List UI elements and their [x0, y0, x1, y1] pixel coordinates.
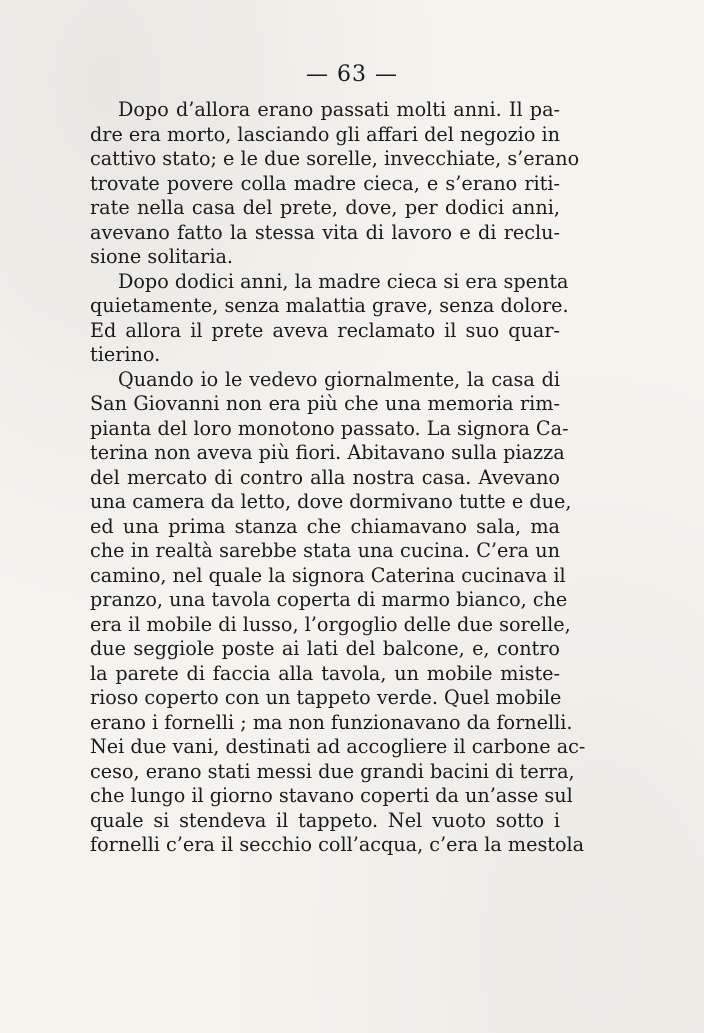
- text-line: Dopo dodici anni, la madre cieca si era spenta: [118, 269, 569, 293]
- text-line: Nei due vani, destinati ad accogliere il carbone ac-: [90, 735, 586, 758]
- text-line: camino, nel quale la signora Caterina cucinava il: [90, 563, 566, 587]
- body-text: [90, 98, 586, 858]
- text-line: erano i fornelli ; ma non funzionavano da fornelli.: [90, 710, 573, 734]
- text-line: tierino.: [90, 343, 161, 366]
- page-number: — 63 —: [306, 62, 398, 87]
- text-line: terina non aveva più fiori. Abitavano sulla piazza: [90, 441, 565, 464]
- text-line: quale si stendeva il tappeto. Nel vuoto sotto i: [90, 808, 560, 832]
- text-line: fornelli c’era il secchio coll’acqua, c’era la mestola: [90, 833, 585, 856]
- text-line: Quando io le vedevo giornalmente, la casa di: [118, 367, 560, 391]
- text-line: rioso coperto con un tappeto verde. Quel mobile: [90, 686, 562, 709]
- text-line: Dopo d’allora erano passati molti anni. Il pa-: [118, 98, 560, 121]
- text-line: avevano fatto la stessa vita di lavoro e di reclu-: [90, 220, 560, 244]
- text-line: la parete di faccia alla tavola, un mobile miste-: [90, 661, 560, 685]
- text-line: pranzo, una tavola coperta di marmo bianco, che: [90, 588, 568, 611]
- text-line: rate nella casa del prete, dove, per dodici anni,: [90, 196, 560, 219]
- text-line: Ed allora il prete aveva reclamato il suo quar-: [90, 318, 560, 342]
- text-line: sione solitaria.: [90, 245, 234, 268]
- text-line: una camera da letto, dove dormivano tutte e due,: [90, 490, 572, 513]
- text-line: trovate povere colla madre cieca, e s’erano riti-: [90, 171, 560, 195]
- text-line: San Giovanni non era più che una memoria rim-: [90, 392, 560, 415]
- text-line: quietamente, senza malattia grave, senza dolore.: [90, 294, 569, 317]
- text-line: pianta del loro monotono passato. La signora Ca-: [90, 416, 569, 440]
- text-line: era il mobile di lusso, l’orgoglio delle due sorelle,: [90, 612, 571, 636]
- text-line: che lungo il giorno stavano coperti da un’asse sul: [90, 784, 573, 807]
- text-line: del mercato di contro alla nostra casa. Avevano: [90, 465, 560, 489]
- text-line: ed una prima stanza che chiamavano sala, ma: [90, 514, 560, 538]
- text-line: cattivo stato; e le due sorelle, invecchiate, s’erano: [90, 147, 580, 170]
- text-line: dre era morto, lasciando gli affari del negozio in: [90, 122, 560, 146]
- text-line: ceso, erano stati messi due grandi bacini di terra,: [90, 759, 575, 783]
- text-line: che in realtà sarebbe stata una cucina. C’era un: [90, 539, 560, 562]
- text-line: due seggiole poste ai lati del balcone, e, contro: [90, 637, 560, 660]
